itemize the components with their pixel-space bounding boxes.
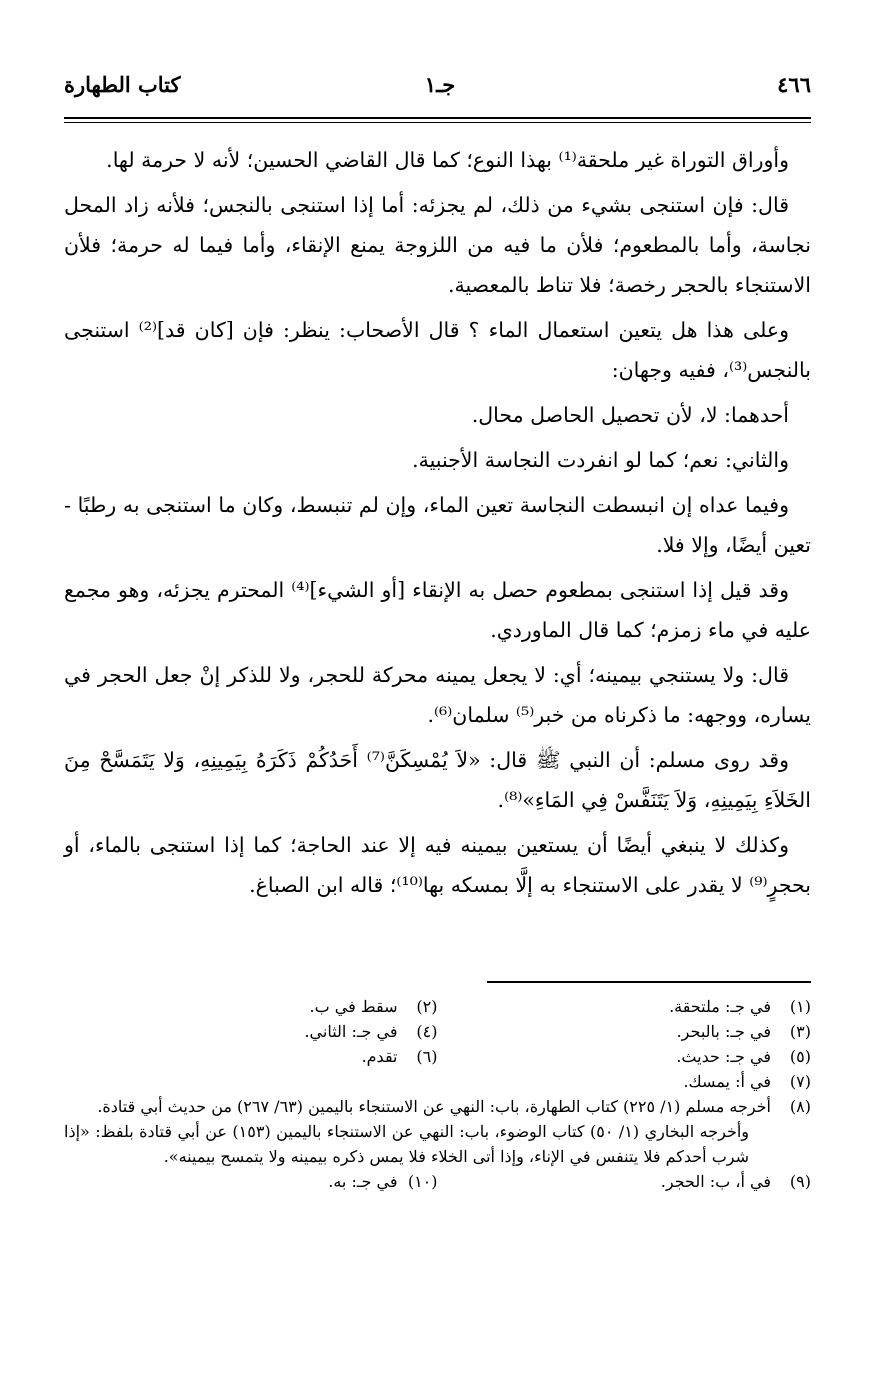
footnote-text: تقدم. [361,1047,398,1066]
footnote-text: في أ: يمسك. [683,1072,771,1091]
footnote-number: (٩) [789,1172,811,1191]
footnote-text: في أ، ب: الحجر. [660,1172,771,1191]
footnote-number: (٣) [789,1022,811,1041]
paragraph: وأوراق التوراة غير ملحقة⁽¹⁾ بهذا النوع؛ كما قال القاضي الحسين؛ لأنه لا حرمة لها. [106,148,789,172]
hadith-paragraph: وقد روى مسلم: أن النبي ﷺ قال: «لاَ يُمْسِكَنَّ⁽⁷⁾ أَحَدُكُمْ ذَكَرَهُ بِيَمِينِهِ، وَلا يَتَمَسَّحْ مِنَ الخَلاَءِ بِيَمِينِهِ، وَلاَ يَتَنَفَّسْ فِي المَاءِ»⁽⁸⁾. [64,748,811,812]
footnote-number: (٧) [789,1072,811,1091]
footnote-number: (١٠) [407,1172,438,1191]
paragraph: وكذلك لا ينبغي أيضًا أن يستعين بيمينه فيه إلا عند الحاجة؛ كما إذا استنجى بالماء، أو بحجرٍ⁽⁹⁾ لا يقدر على الاستنجاء به إلَّا بمسكه بها⁽¹⁰⁾؛ قاله ابن الصباغ. [64,833,811,897]
footnote-text: سقط في ب. [309,997,398,1016]
footnote-number: (٦) [416,1047,438,1066]
footnote-7 [438,1069,812,1094]
page-number: ٤٦٦ [777,72,811,97]
footnotes [64,994,811,1194]
footnote-3 [438,1019,812,1044]
footnote-text: في جـ: حديث. [676,1047,771,1066]
footnote-text: في جـ: به. [328,1172,398,1191]
footnote-row [64,994,811,1019]
main-text [64,140,811,910]
header-rule-thick [64,117,811,119]
paragraph: والثاني: نعم؛ كما لو انفردت النجاسة الأجنبية. [412,448,789,472]
footnote-number: (٤) [416,1022,438,1041]
volume-label: جـ١ [424,72,456,97]
footnote-1 [438,994,812,1019]
paragraph: قال: فإن استنجى بشيء من ذلك، لم يجزئه: أما إذا استنجى بالنجس؛ فلأنه زاد المحل نجاسة، وأما بالمطعوم؛ فلأن ما فيه من اللزوجة يمنع الإنقاء، وأما فيما له حرمة؛ فلأن الاستنجاء بالحجر رخصة؛ فلا تناط بالمعصية. [64,193,811,297]
footnote-4 [64,1019,438,1044]
footnote-8-continuation: وأخرجه البخاري (١/ ٥٠) كتاب الوضوء، باب: النهي عن الاستنجاء باليمين (١٥٣) عن أبي قتادة بلفظ: «إذا شرب أحدكم فلا يتنفس في الإناء، وإذا أتى الخلاء فلا يمس ذكره بيمينه ولا يتمسح بيمينه». [64,1122,750,1166]
footnote-row [64,1069,811,1094]
book-title: كتاب الطهارة [64,72,181,97]
header-rule-thin [64,122,811,123]
footnote-number: (٥) [789,1047,811,1066]
footnote-2 [64,994,438,1019]
footnote-row [64,1019,811,1044]
footnote-8 [64,1094,811,1119]
paragraph: وعلى هذا هل يتعين استعمال الماء ؟ قال الأصحاب: ينظر: فإن [كان قد]⁽²⁾ استنجى بالنجس⁽³⁾، ففيه وجهان: [64,318,811,382]
footnote-text: في جـ: ملتحقة. [669,997,771,1016]
paragraph: أحدهما: لا، لأن تحصيل الحاصل محال. [471,403,789,427]
footnote-separator [487,981,811,983]
footnote-number: (٨) [789,1097,811,1116]
footnote-10 [64,1169,438,1194]
paragraph: وفيما عداه إن انبسطت النجاسة تعين الماء، وإن لم تنبسط، وكان ما استنجى به رطبًا - تعين أيضًا، وإلا فلا. [64,493,811,557]
footnote-text: في جـ: بالبحر. [676,1022,771,1041]
footnote-number: (١) [789,997,811,1016]
footnote-5 [438,1044,812,1069]
paragraph: قال: ولا يستنجي بيمينه؛ أي: لا يجعل يمينه محركة للحجر، ولا للذكر إنْ جعل الحجر في يساره، ووجهه: ما ذكرناه من خبر⁽⁵⁾ سلمان⁽⁶⁾. [64,663,811,727]
footnote-6 [64,1044,438,1069]
footnote-empty [64,1069,438,1094]
footnote-9 [438,1169,812,1194]
footnote-text: أخرجه مسلم (١/ ٢٢٥) كتاب الطهارة، باب: النهي عن الاستنجاء باليمين (٦٣/ ٢٦٧) من حديث أبي قتادة. [97,1097,771,1116]
footnote-row [64,1169,811,1194]
footnote-text: في جـ: الثاني. [304,1022,398,1041]
footnote-number: (٢) [416,997,438,1016]
footnote-row [64,1044,811,1069]
paragraph: وقد قيل إذا استنجى بمطعوم حصل به الإنقاء [أو الشيء]⁽⁴⁾ المحترم يجزئه، وهو مجمع عليه في ماء زمزم؛ كما قال الماوردي. [64,578,811,642]
